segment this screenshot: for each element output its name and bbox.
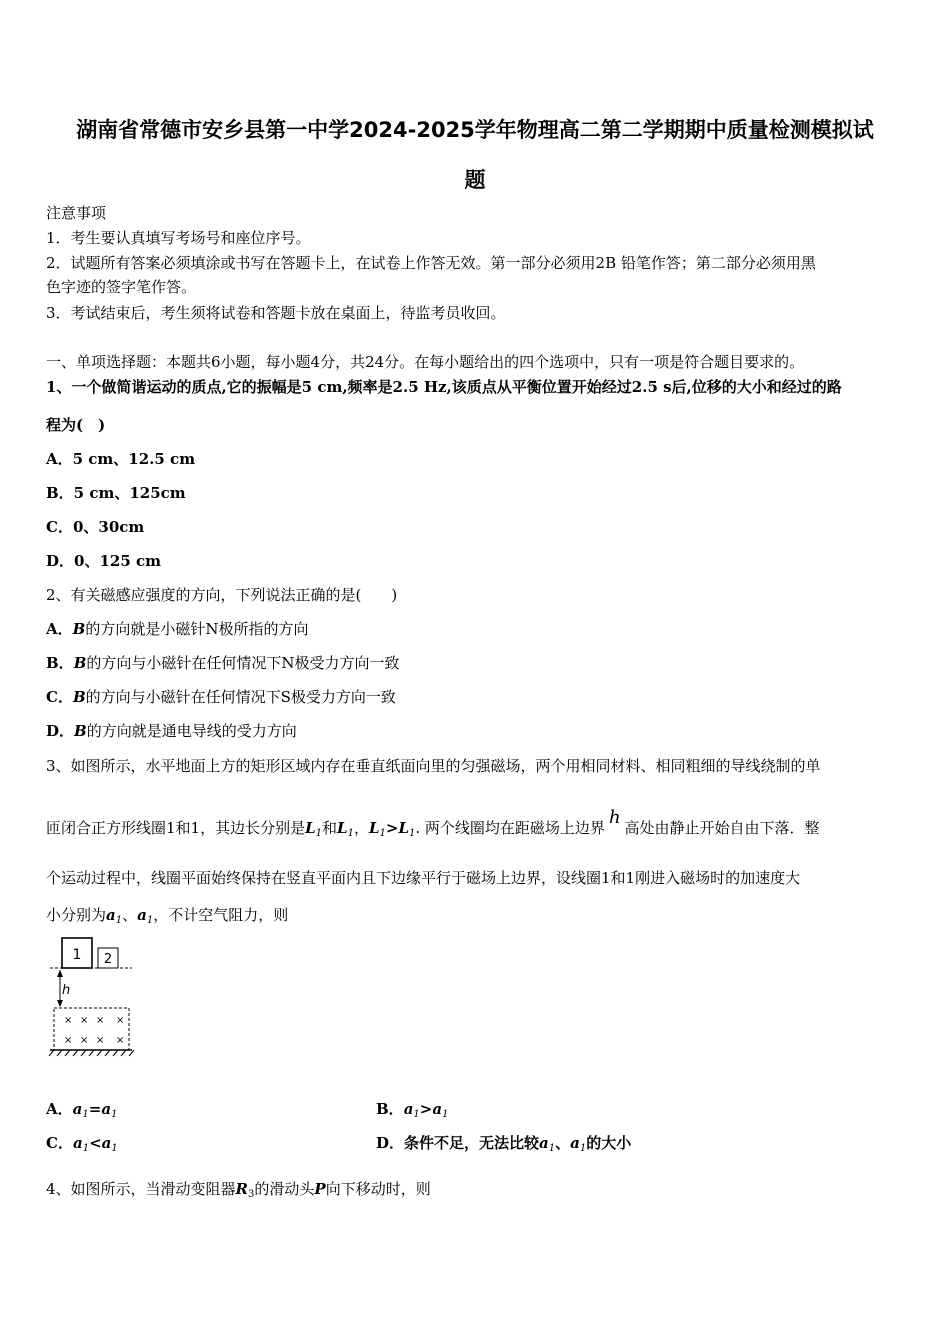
h-label: h	[62, 983, 71, 998]
field-mark: ×	[116, 1015, 125, 1026]
q3-option-d-sep: 、	[555, 1134, 571, 1152]
q1-option-b: B．5 cm、125cm	[46, 484, 186, 502]
q3-option-c-rel: <	[89, 1134, 102, 1152]
notice-item-2a: 2．试题所有答案必须填涂或书写在答题卡上，在试卷上作答无效。第一部分必须用2B 铅笔作答；第二部分必须用黑	[46, 254, 816, 272]
q3-option-a-rel: =	[88, 1100, 102, 1118]
q3-option-d-sub2: 1	[579, 1143, 587, 1154]
q3-option-c	[46, 1132, 118, 1154]
q4-text-c: 向下移动时，则	[325, 1180, 431, 1198]
notice-item-3: 3．考试结束后，考生须将试卷和答题卡放在桌面上，待监考员收回。	[46, 304, 506, 322]
q4-text-b: 的滑动头	[254, 1180, 315, 1198]
ground-hatching	[49, 1050, 134, 1056]
q3-option-d-var2: a	[570, 1134, 580, 1152]
q2-option-c-text: 的方向与小磁针在任何情况下S极受力方向一致	[85, 688, 396, 706]
q2-option-b-var: B	[73, 654, 87, 672]
q3-stem-line1: 3、如图所示，水平地面上方的矩形区域内存在垂直纸面向里的匀强磁场，两个用相同材料、相同粗细的导线绕制的单	[46, 757, 821, 775]
field-mark: ×	[64, 1035, 73, 1046]
q3-sub-fourth: 1	[409, 828, 416, 839]
q4-var-p: P	[314, 1180, 326, 1198]
q4-sub-3: 3	[248, 1189, 255, 1200]
notice-item-1: 1．考生要认真填写考场号和座位序号。	[46, 229, 311, 247]
q3-option-c-var1: a	[72, 1134, 83, 1152]
q3-var-l-second: L	[337, 819, 348, 837]
exam-title-line2: 题	[464, 168, 486, 192]
q3-line2-text-a: 匝闭合正方形线圈1和1，其边长分别是	[46, 819, 306, 837]
q3-stem-line3: 个运动过程中，线圈平面始终保持在竖直平面内且下边缘平行于磁场上边界，设线圈1和1刚进入磁场时的加速度大	[46, 869, 801, 887]
q2-option-c-var: B	[72, 688, 86, 706]
field-mark: ×	[116, 1035, 125, 1046]
q3-stem-line4	[46, 904, 288, 926]
q3-option-c-sub1: 1	[82, 1143, 90, 1154]
h-arrow-head-down	[57, 1000, 63, 1007]
q2-option-b-text: 的方向与小磁针在任何情况下N极受力方向一致	[86, 654, 400, 672]
q1-stem-line2: 程为( )	[46, 416, 106, 434]
q3-option-b-rel: >	[419, 1100, 433, 1118]
q3-var-h: h	[608, 807, 621, 828]
q3-option-d-tail: 的大小	[586, 1134, 632, 1152]
q3-sub-second: 1	[347, 828, 354, 839]
q3-option-b-label: B．	[376, 1100, 404, 1118]
q3-line4-text-b: ，不计空气阻力，则	[153, 906, 289, 924]
q3-line4-sep: 、	[122, 906, 138, 924]
q2-option-b-label: B．	[46, 654, 74, 672]
section1-heading: 一、单项选择题：本题共6小题，每小题4分，共24分。在每小题给出的四个选项中，只有一项是符合题目要求的。	[46, 353, 805, 371]
q2-option-d	[46, 720, 297, 741]
q3-option-a-sub1: 1	[82, 1109, 89, 1120]
notice-item-2b: 色字迹的签字笔作答。	[46, 278, 197, 296]
coil-2-label: 2	[103, 952, 113, 967]
q3-option-d-label: D．条件不足，无法比较	[376, 1134, 540, 1152]
q3-sub-first: 1	[315, 828, 323, 839]
h-arrow-head-up	[57, 970, 63, 977]
q1-option-a: A．5 cm、12.5 cm	[46, 450, 196, 468]
q1-option-d: D．0、125 cm	[46, 552, 161, 570]
exam-title-line1: 湖南省常德市安乡县第一中学2024-2025学年物理高二第二学期期中质量检测模拟试	[76, 118, 874, 142]
q2-option-c-label: C．	[46, 688, 73, 706]
q3-var-l-fourth: L	[398, 819, 410, 837]
q2-option-a-var: B	[72, 620, 86, 638]
coil-1-label: 1	[72, 947, 82, 963]
q3-option-a-label: A．	[46, 1100, 73, 1118]
q3-var-a-first: a	[106, 906, 116, 924]
q3-line4-sub-second: 1	[146, 915, 154, 926]
q3-option-b	[376, 1098, 448, 1120]
field-mark: ×	[64, 1015, 73, 1026]
q3-line2-text-b: . 两个线圈均在距磁场上边界	[415, 819, 605, 837]
q3-option-a-var1: a	[72, 1100, 83, 1118]
q3-option-c-sub2: 1	[111, 1143, 118, 1154]
q2-option-d-var: B	[74, 722, 87, 740]
field-mark: ×	[80, 1015, 89, 1026]
q3-option-b-var2: a	[432, 1100, 443, 1118]
q3-option-d-sub1: 1	[548, 1143, 556, 1154]
q3-option-b-var1: a	[403, 1100, 414, 1118]
q3-option-a-sub2: 1	[111, 1109, 118, 1120]
q3-option-b-sub2: 1	[442, 1109, 449, 1120]
q2-option-d-label: D．	[46, 722, 75, 740]
field-mark: ×	[80, 1035, 89, 1046]
q3-var-a-second: a	[137, 906, 147, 924]
q4-text-a: 4、如图所示，当滑动变阻器	[46, 1180, 236, 1198]
q1-stem-line1: 1、一个做简谐运动的质点,它的振幅是5 cm,频率是2.5 Hz,该质点从平衡位置开始经过2.5 s后,位移的大小和经过的路	[46, 378, 842, 396]
q4-var-r: R	[235, 1180, 249, 1198]
q2-option-a-text: 的方向就是小磁针N极所指的方向	[85, 620, 309, 638]
q2-option-d-text: 的方向就是通电导线的受力方向	[86, 722, 297, 740]
q3-line2-text-c: 高处由静止开始自由下落．整	[624, 819, 820, 837]
q3-var-l-third: L	[368, 819, 380, 837]
q3-option-b-sub1: 1	[413, 1109, 420, 1120]
q4-stem	[46, 1178, 431, 1200]
field-mark: ×	[96, 1035, 105, 1046]
q3-option-d-var1: a	[539, 1134, 549, 1152]
q3-option-d	[376, 1132, 631, 1154]
q2-option-a	[46, 618, 308, 639]
q2-option-c	[46, 686, 396, 707]
q3-line4-text-a: 小分别为	[46, 906, 107, 924]
q3-var-l-first: L	[305, 819, 316, 837]
q3-line2-gt: >	[385, 819, 399, 837]
q2-stem: 2、有关磁感应强度的方向，下列说法正确的是( )	[46, 586, 398, 604]
q3-option-c-var2: a	[101, 1134, 112, 1152]
field-mark: ×	[96, 1015, 105, 1026]
q3-line2-comma: ，	[353, 819, 369, 837]
q3-stem-line2	[46, 807, 820, 839]
q2-option-a-label: A．	[46, 620, 73, 638]
q3-option-c-label: C．	[46, 1134, 73, 1152]
q3-figure	[44, 932, 144, 1062]
q3-line4-sub-first: 1	[115, 915, 123, 926]
q3-option-a	[46, 1098, 117, 1120]
q3-sub-third: 1	[379, 828, 386, 839]
q1-option-c: C．0、30cm	[46, 518, 145, 536]
q3-option-a-var2: a	[101, 1100, 112, 1118]
q2-option-b	[46, 652, 400, 673]
notice-heading: 注意事项	[46, 204, 107, 222]
q3-line2-and: 和	[322, 819, 338, 837]
